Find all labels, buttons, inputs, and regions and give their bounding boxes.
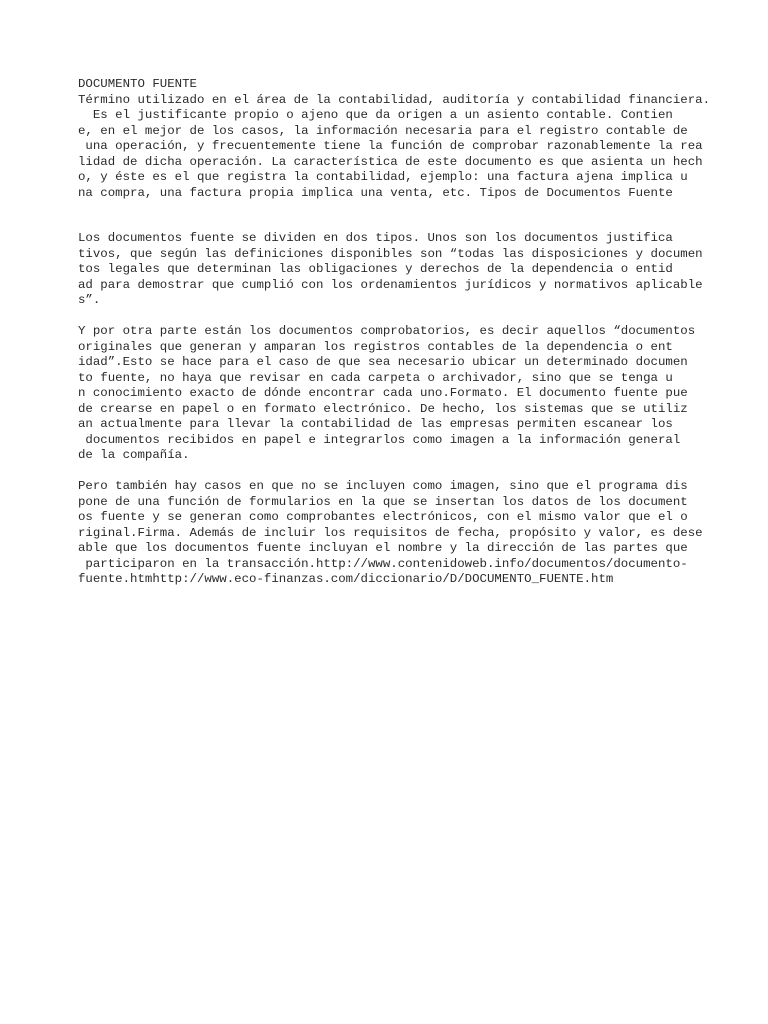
paragraph-spacer (78, 309, 738, 325)
paragraph-spacer (78, 464, 738, 480)
text-line: to fuente, no haya que revisar en cada carpeta o archivador, sino que se tenga u (78, 370, 673, 385)
text-line: e, en el mejor de los casos, la información necesaria para el registro contable de (78, 123, 688, 138)
text-line: na compra, una factura propia implica una venta, etc. Tipos de Documentos Fuente (78, 185, 673, 200)
text-line: una operación, y frecuentemente tiene la función de comprobar razonablemente la rea (78, 139, 703, 153)
text-line: pone de una función de formularios en la que se insertan los datos de los document (78, 494, 688, 509)
text-line: tos legales que determinan las obligaciones y derechos de la dependencia o entid (78, 262, 673, 276)
text-line: lidad de dicha operación. La característica de este documento es que asienta un hech (78, 154, 703, 169)
text-line: riginal.Firma. Además de incluir los requisitos de fecha, propósito y valor, es dese (78, 525, 703, 540)
text-line: o, y éste es el que registra la contabilidad, ejemplo: una factura ajena implica u (78, 170, 688, 184)
text-line: fuente.htmhttp://www.eco-finanzas.com/diccionario/D/DOCUMENTO_FUENTE.htm (78, 572, 614, 586)
paragraph-spacer (78, 201, 738, 231)
paragraph-comprobatorios (78, 324, 738, 464)
paragraph-types (78, 231, 738, 309)
text-line: Es el justificante propio o ajeno que da origen a un asiento contable. Contien (78, 108, 673, 122)
text-line: de crearse en papel o en formato electrónico. De hecho, los sistemas que se utiliz (78, 401, 688, 416)
text-line: originales que generan y amparan los registros contables de la dependencia o ent (78, 339, 673, 354)
text-line: n conocimiento exacto de dónde encontrar cada uno.Formato. El documento fuente pue (78, 386, 688, 400)
text-line: an actualmente para llevar la contabilidad de las empresas permiten escanear los (78, 417, 673, 431)
text-line: Y por otra parte están los documentos comprobatorios, es decir aquellos “documentos (78, 324, 696, 338)
text-line: os fuente y se generan como comprobantes electrónicos, con el mismo valor que el o (78, 510, 688, 524)
text-line: Los documentos fuente se dividen en dos tipos. Unos son los documentos justifica (78, 231, 673, 245)
text-line: participaron en la transacción.http://www.contenidoweb.info/documentos/documento- (78, 556, 688, 571)
text-line: s”. (78, 293, 101, 307)
document-title: DOCUMENTO FUENTE (78, 77, 197, 91)
text-line: idad”.Esto se hace para el caso de que sea necesario ubicar un determinado documen (78, 355, 688, 369)
text-line: tivos, que según las definiciones disponibles son “todas las disposiciones y documen (78, 246, 703, 261)
paragraph-electronic (78, 479, 738, 588)
text-line: ad para demostrar que cumplió con los ordenamientos jurídicos y normativos aplicable (78, 277, 703, 292)
document-body (78, 77, 738, 588)
paragraph-definition (78, 93, 738, 202)
text-line: Pero también hay casos en que no se incluyen como imagen, sino que el programa dis (78, 479, 688, 493)
text-line: de la compañía. (78, 448, 190, 462)
text-line: documentos recibidos en papel e integrarlos como imagen a la información general (78, 432, 681, 447)
text-line: able que los documentos fuente incluyan el nombre y la dirección de las partes que (78, 541, 688, 555)
text-line: Término utilizado en el área de la contabilidad, auditoría y contabilidad financiera. (78, 92, 711, 107)
